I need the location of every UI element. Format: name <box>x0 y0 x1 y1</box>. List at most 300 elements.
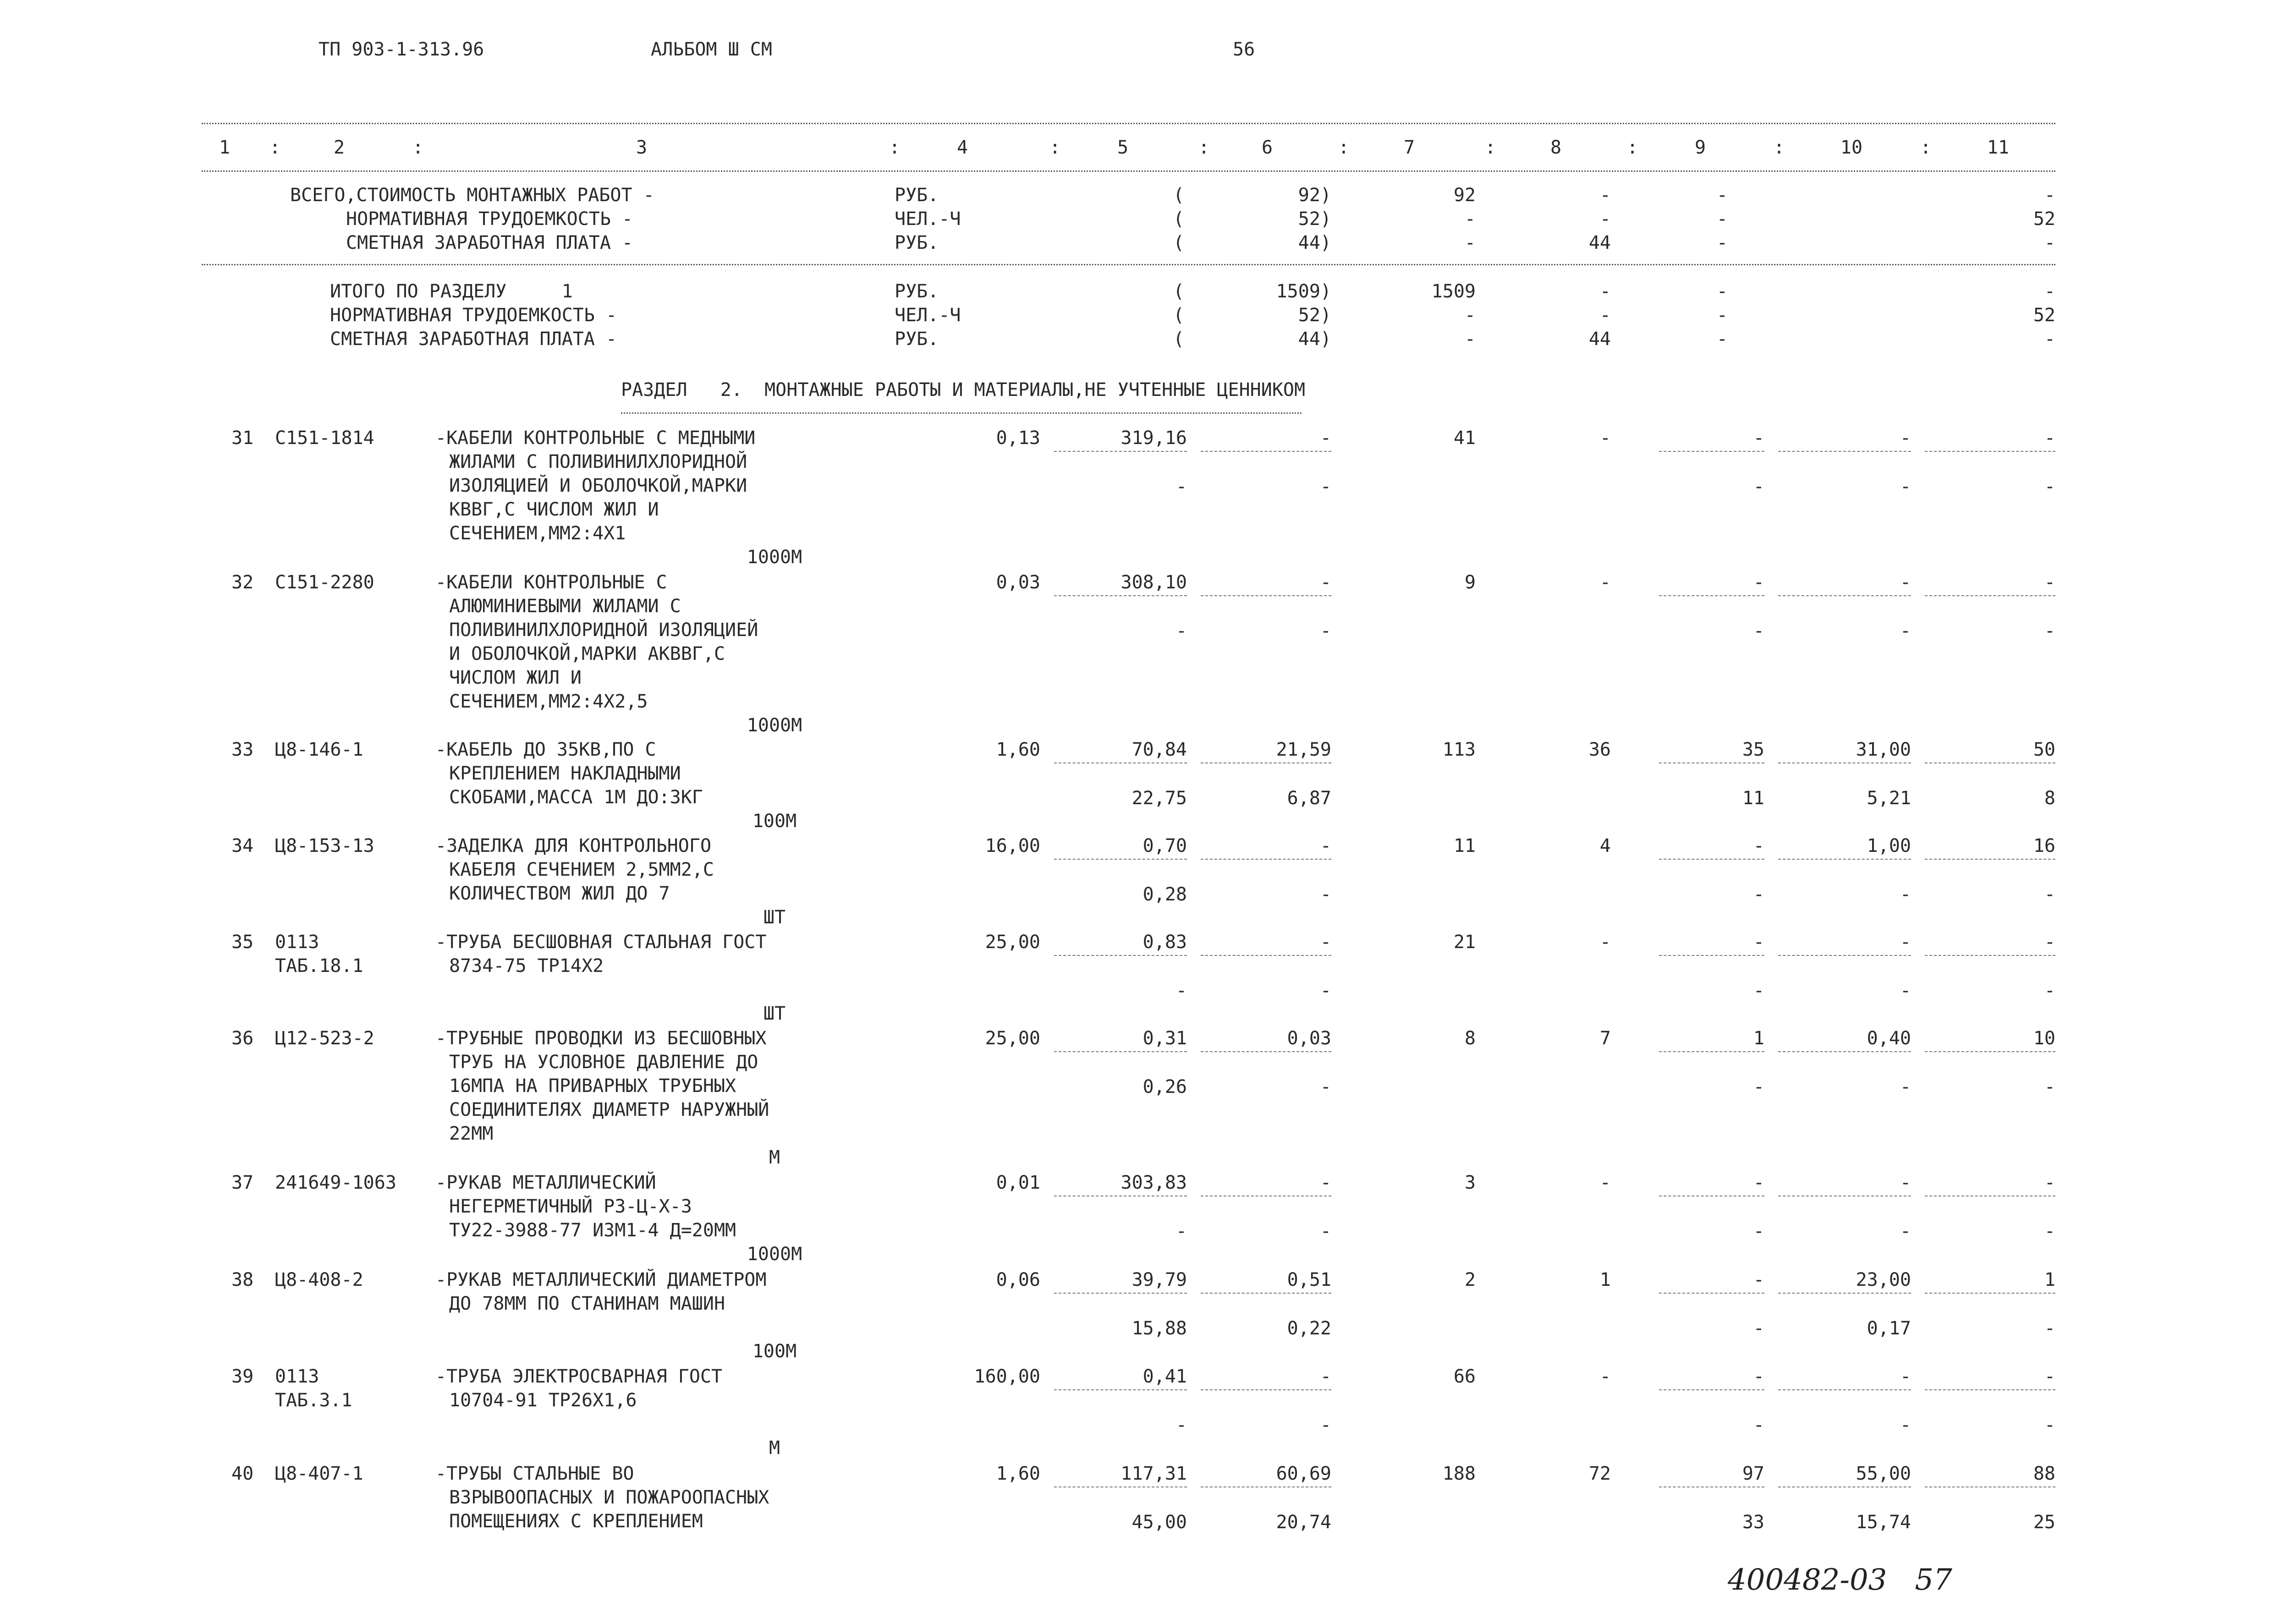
cell-c10-top: - <box>1900 1366 1911 1387</box>
summary-col9: - <box>1716 185 1728 206</box>
cell-c6-top: 0,03 <box>1287 1028 1331 1049</box>
cell-divider <box>1778 451 1911 452</box>
section-underline <box>621 412 1302 414</box>
row-description-line: ПОМЕЩЕНИЯХ С КРЕПЛЕНИЕМ <box>449 1511 703 1532</box>
cell-c6-top: - <box>1320 932 1331 953</box>
row-description-line: -ТРУБЫ СТАЛЬНЫЕ ВО <box>435 1463 634 1484</box>
cell-c5-top: 0,70 <box>1142 835 1187 856</box>
cell-c5-top: 0,41 <box>1142 1366 1187 1387</box>
cell-c6-bottom: 20,74 <box>1276 1512 1331 1533</box>
cell-c9-bottom: - <box>1753 1415 1764 1436</box>
cell-c9-top: - <box>1753 1172 1764 1193</box>
column-number-11: 11 <box>1987 137 2010 158</box>
cell-divider <box>1925 595 2055 596</box>
cell-c9-top: 1 <box>1753 1028 1764 1049</box>
column-separator: : <box>889 137 901 158</box>
cell-divider <box>1925 955 2055 956</box>
cell-c5-bottom: 15,88 <box>1132 1318 1187 1339</box>
row-description-line: ДО 78ММ ПО СТАНИНАМ МАШИН <box>449 1293 725 1314</box>
cell-c5-bottom: - <box>1175 1221 1187 1242</box>
column-separator: : <box>1485 137 1496 158</box>
summary-bracket: ( <box>1173 281 1185 302</box>
column-number-7: 7 <box>1403 137 1415 158</box>
cell-c6-top: - <box>1320 835 1331 856</box>
cell-c6-bottom: 0,22 <box>1287 1318 1331 1339</box>
cell-c4-top: 160,00 <box>974 1366 1040 1387</box>
column-number-3: 3 <box>636 137 648 158</box>
cell-c9-bottom: - <box>1753 980 1764 1001</box>
cell-c5-bottom: - <box>1175 980 1187 1001</box>
cell-c7-top: 8 <box>1464 1028 1476 1049</box>
cell-divider <box>1659 859 1764 860</box>
summary-bracket: ( <box>1173 185 1185 206</box>
cell-c8-top: - <box>1599 1366 1611 1387</box>
cell-c10-top: 55,00 <box>1856 1463 1911 1484</box>
cell-c6-bottom: - <box>1320 476 1331 497</box>
row-description-line: ПОЛИВИНИЛХЛОРИДНОЙ ИЗОЛЯЦИЕЙ <box>449 620 758 641</box>
row-description-line: КРЕПЛЕНИЕМ НАКЛАДНЫМИ <box>449 763 681 784</box>
cell-c11-top: 50 <box>2033 739 2055 760</box>
row-code: 0113 <box>275 932 319 953</box>
summary-col8: 44 <box>1588 329 1611 350</box>
cell-c9-bottom: - <box>1753 620 1764 642</box>
row-description-line: СКОБАМИ,МАССА 1М ДО:3КГ <box>449 787 703 808</box>
summary-col7: 1509 <box>1431 281 1476 302</box>
rule-header-bottom <box>202 170 2055 172</box>
column-separator: : <box>1920 137 1932 158</box>
row-unit: 1000М <box>747 547 802 568</box>
cell-c8-top: 36 <box>1588 739 1611 760</box>
cell-c9-bottom: - <box>1753 1318 1764 1339</box>
summary-bracket: ( <box>1173 305 1185 326</box>
cell-c9-top: - <box>1753 1366 1764 1387</box>
row-code: Ц12-523-2 <box>275 1028 374 1049</box>
cell-c10-top: - <box>1900 428 1911 449</box>
row-description-line: -РУКАВ МЕТАЛЛИЧЕСКИЙ ДИАМЕТРОМ <box>435 1269 767 1290</box>
summary-unit: ЧЕЛ.-Ч <box>895 208 961 230</box>
cell-c10-bottom: - <box>1900 476 1911 497</box>
summary-col8: - <box>1599 281 1611 302</box>
cell-c4-top: 1,60 <box>996 1463 1040 1484</box>
cell-c10-top: 0,40 <box>1867 1028 1911 1049</box>
summary-col6: 1509) <box>1276 281 1331 302</box>
summary-bracket: ( <box>1173 329 1185 350</box>
cell-c5-bottom: - <box>1175 620 1187 642</box>
summary-unit: ЧЕЛ.-Ч <box>895 305 961 326</box>
row-description-line: -ТРУБА ЭЛЕКТРОСВАРНАЯ ГОСТ <box>435 1366 723 1387</box>
row-number: 35 <box>231 932 254 953</box>
cell-divider <box>1054 955 1187 956</box>
row-description-line: ВЗРЫВООПАСНЫХ И ПОЖАРООПАСНЫХ <box>449 1487 769 1508</box>
cell-divider <box>1925 1389 2055 1390</box>
cell-c11-bottom: - <box>2044 1076 2055 1097</box>
row-code: Ц8-146-1 <box>275 739 363 760</box>
summary-col6: 52) <box>1298 305 1331 326</box>
cell-c9-top: - <box>1753 428 1764 449</box>
cell-c6-top: 60,69 <box>1276 1463 1331 1484</box>
cell-c7-top: 3 <box>1464 1172 1476 1193</box>
row-code: С151-1814 <box>275 428 374 449</box>
cell-divider <box>1778 859 1911 860</box>
row-number: 34 <box>231 835 254 856</box>
row-code-secondary: ТАБ.18.1 <box>275 955 363 977</box>
summary-col7: - <box>1464 208 1476 230</box>
cell-c8-top: 72 <box>1588 1463 1611 1484</box>
summary-col11: - <box>2044 281 2055 302</box>
handwritten-sheet-number: 400482-03 57 <box>1728 1563 1952 1597</box>
cell-c10-bottom: - <box>1900 1221 1911 1242</box>
row-unit: ШТ <box>763 907 786 928</box>
row-description-line: ИЗОЛЯЦИЕЙ И ОБОЛОЧКОЙ,МАРКИ <box>449 475 747 496</box>
summary-col6: 44) <box>1298 232 1331 253</box>
summary-unit: РУБ. <box>895 329 939 350</box>
row-code: 0113 <box>275 1366 319 1387</box>
cell-c9-top: - <box>1753 572 1764 593</box>
cell-c11-bottom: - <box>2044 980 2055 1001</box>
cell-c11-top: - <box>2044 428 2055 449</box>
summary-label: НОРМАТИВНАЯ ТРУДОЕМКОСТЬ - <box>330 305 617 326</box>
cell-c6-bottom: 6,87 <box>1287 788 1331 809</box>
cell-c9-top: 97 <box>1742 1463 1764 1484</box>
row-code: Ц8-408-2 <box>275 1269 363 1290</box>
row-description-line: АЛЮМИНИЕВЫМИ ЖИЛАМИ С <box>449 596 681 617</box>
cell-divider <box>1925 1051 2055 1052</box>
cell-c11-top: - <box>2044 572 2055 593</box>
cell-divider <box>1659 1389 1764 1390</box>
summary-label: СМЕТНАЯ ЗАРАБОТНАЯ ПЛАТА - <box>330 329 617 350</box>
cell-divider <box>1778 1293 1911 1294</box>
cell-c10-bottom: - <box>1900 980 1911 1001</box>
summary-label: ВСЕГО,СТОИМОСТЬ МОНТАЖНЫХ РАБОТ - <box>290 185 654 206</box>
cell-c10-bottom: 0,17 <box>1867 1318 1911 1339</box>
row-description-line: ТУ22-3988-77 ИЗМ1-4 Д=20ММ <box>449 1220 736 1241</box>
cell-divider <box>1659 595 1764 596</box>
cell-c5-top: 70,84 <box>1132 739 1187 760</box>
row-description-line: КВВГ,С ЧИСЛОМ ЖИЛ И <box>449 499 659 520</box>
page-number: 56 <box>1233 39 1255 60</box>
cell-c11-top: 16 <box>2033 835 2055 856</box>
cell-c5-top: 0,83 <box>1142 932 1187 953</box>
cell-divider <box>1201 955 1331 956</box>
row-number: 31 <box>231 428 254 449</box>
row-description-line: СОЕДИНИТЕЛЯХ ДИАМЕТР НАРУЖНЫЙ <box>449 1099 769 1120</box>
cell-divider <box>1778 595 1911 596</box>
row-description-line: -ЗАДЕЛКА ДЛЯ КОНТРОЛЬНОГО <box>435 835 712 856</box>
summary-bracket: ( <box>1173 232 1185 253</box>
cell-divider <box>1659 1293 1764 1294</box>
row-number: 38 <box>231 1269 254 1290</box>
row-unit: М <box>769 1437 780 1459</box>
cell-c9-bottom: - <box>1753 476 1764 497</box>
row-description-line: И ОБОЛОЧКОЙ,МАРКИ АКВВГ,С <box>449 643 725 664</box>
row-code: 241649-1063 <box>275 1172 396 1193</box>
cell-c10-bottom: - <box>1900 620 1911 642</box>
cell-c6-bottom: - <box>1320 1221 1331 1242</box>
cell-c5-top: 319,16 <box>1121 428 1187 449</box>
row-description-line: 8734-75 ТР14Х2 <box>449 955 604 977</box>
cell-c9-top: 35 <box>1742 739 1764 760</box>
column-number-8: 8 <box>1550 137 1562 158</box>
summary-col9: - <box>1716 329 1728 350</box>
row-unit: 100М <box>752 811 797 832</box>
cell-c5-bottom: - <box>1175 476 1187 497</box>
cell-c7-top: 66 <box>1453 1366 1476 1387</box>
cell-divider <box>1201 595 1331 596</box>
cell-c5-top: 117,31 <box>1121 1463 1187 1484</box>
row-description-line: -КАБЕЛИ КОНТРОЛЬНЫЕ С МЕДНЫМИ <box>435 428 756 449</box>
cell-c11-top: - <box>2044 1172 2055 1193</box>
summary-col8: - <box>1599 185 1611 206</box>
summary-col9: - <box>1716 232 1728 253</box>
album-label: АЛЬБОМ Ш СМ <box>651 39 772 60</box>
row-code: Ц8-407-1 <box>275 1463 363 1484</box>
cell-c4-top: 1,60 <box>996 739 1040 760</box>
cell-c8-top: - <box>1599 428 1611 449</box>
cell-c7-top: 188 <box>1442 1463 1476 1484</box>
row-description-line: -ТРУБА БЕСШОВНАЯ СТАЛЬНАЯ ГОСТ <box>435 932 767 953</box>
cell-c10-bottom: - <box>1900 1076 1911 1097</box>
cell-c9-top: - <box>1753 932 1764 953</box>
cell-divider <box>1201 451 1331 452</box>
row-description-line: ЧИСЛОМ ЖИЛ И <box>449 667 582 688</box>
summary-col6: 52) <box>1298 208 1331 230</box>
cell-divider <box>1201 1051 1331 1052</box>
summary-col11: - <box>2044 232 2055 253</box>
cell-c8-top: - <box>1599 572 1611 593</box>
cell-c4-top: 25,00 <box>985 932 1040 953</box>
cell-c5-bottom: 45,00 <box>1132 1512 1187 1533</box>
summary-col6: 92) <box>1298 185 1331 206</box>
summary-col7: - <box>1464 305 1476 326</box>
cell-c6-top: - <box>1320 572 1331 593</box>
row-description-line: 16МПА НА ПРИВАРНЫХ ТРУБНЫХ <box>449 1075 736 1097</box>
cell-c11-bottom: - <box>2044 476 2055 497</box>
cell-divider <box>1201 1389 1331 1390</box>
summary-label: ИТОГО ПО РАЗДЕЛУ 1 <box>330 281 573 302</box>
cell-c9-bottom: 11 <box>1742 788 1764 809</box>
row-unit: ШТ <box>763 1003 786 1024</box>
cell-c6-bottom: - <box>1320 1076 1331 1097</box>
row-description-line: СЕЧЕНИЕМ,ММ2:4Х2,5 <box>449 691 648 712</box>
row-description-line: ЖИЛАМИ С ПОЛИВИНИЛХЛОРИДНОЙ <box>449 451 747 472</box>
row-number: 33 <box>231 739 254 760</box>
summary-col7: - <box>1464 329 1476 350</box>
cell-divider <box>1659 451 1764 452</box>
summary-col8: - <box>1599 208 1611 230</box>
cell-c7-top: 11 <box>1453 835 1476 856</box>
row-description-line: СЕЧЕНИЕМ,ММ2:4Х1 <box>449 523 626 544</box>
summary-col11: - <box>2044 185 2055 206</box>
column-separator: : <box>1338 137 1350 158</box>
cell-divider <box>1925 451 2055 452</box>
cell-c7-top: 21 <box>1453 932 1476 953</box>
cell-c9-bottom: - <box>1753 1076 1764 1097</box>
cell-c6-top: 21,59 <box>1276 739 1331 760</box>
summary-label: СМЕТНАЯ ЗАРАБОТНАЯ ПЛАТА - <box>346 232 633 253</box>
cell-c7-top: 113 <box>1442 739 1476 760</box>
cell-divider <box>1778 1051 1911 1052</box>
row-description-line: НЕГЕРМЕТИЧНЫЙ РЗ-Ц-Х-3 <box>449 1196 692 1217</box>
cell-c6-top: - <box>1320 428 1331 449</box>
column-separator: : <box>1774 137 1785 158</box>
doc-code: ТП 903-1-313.96 <box>319 39 484 60</box>
cell-c5-top: 308,10 <box>1121 572 1187 593</box>
row-number: 40 <box>231 1463 254 1484</box>
cell-c4-top: 0,03 <box>996 572 1040 593</box>
cell-divider <box>1778 1389 1911 1390</box>
row-number: 37 <box>231 1172 254 1193</box>
row-description-line: 22ММ <box>449 1123 494 1144</box>
cell-c6-bottom: - <box>1320 620 1331 642</box>
cell-c7-top: 9 <box>1464 572 1476 593</box>
cell-divider <box>1054 1051 1187 1052</box>
summary-col11: - <box>2044 329 2055 350</box>
column-number-9: 9 <box>1694 137 1706 158</box>
cell-c5-bottom: - <box>1175 1415 1187 1436</box>
column-separator: : <box>269 137 281 158</box>
row-unit: М <box>769 1147 780 1168</box>
summary-col9: - <box>1716 281 1728 302</box>
cell-c11-bottom: - <box>2044 620 2055 642</box>
cell-divider <box>1054 1389 1187 1390</box>
cell-c5-bottom: 0,26 <box>1142 1076 1187 1097</box>
cell-c11-bottom: - <box>2044 1221 2055 1242</box>
cell-c4-top: 0,06 <box>996 1269 1040 1290</box>
cell-c4-top: 0,13 <box>996 428 1040 449</box>
cell-c10-top: 1,00 <box>1867 835 1911 856</box>
cell-c11-bottom: 25 <box>2033 1512 2055 1533</box>
column-separator: : <box>412 137 424 158</box>
cell-c6-top: 0,51 <box>1287 1269 1331 1290</box>
row-description-line: КОЛИЧЕСТВОМ ЖИЛ ДО 7 <box>449 883 670 904</box>
row-description-line: -КАБЕЛИ КОНТРОЛЬНЫЕ С <box>435 572 667 593</box>
row-code: Ц8-153-13 <box>275 835 374 856</box>
cell-c4-top: 0,01 <box>996 1172 1040 1193</box>
cell-c10-top: 31,00 <box>1856 739 1911 760</box>
cell-c8-top: 7 <box>1599 1028 1611 1049</box>
row-unit: 100М <box>752 1341 797 1362</box>
cell-c5-bottom: 0,28 <box>1142 884 1187 905</box>
cell-divider <box>1778 955 1911 956</box>
summary-unit: РУБ. <box>895 232 939 253</box>
cell-divider <box>1201 859 1331 860</box>
summary-col7: - <box>1464 232 1476 253</box>
cell-c5-top: 303,83 <box>1121 1172 1187 1193</box>
summary-col6: 44) <box>1298 329 1331 350</box>
column-number-2: 2 <box>333 137 345 158</box>
row-description-line: КАБЕЛЯ СЕЧЕНИЕМ 2,5ММ2,С <box>449 859 714 880</box>
cell-c11-top: 88 <box>2033 1463 2055 1484</box>
row-description-line: -КАБЕЛЬ ДО 35КВ,ПО С <box>435 739 656 760</box>
column-number-5: 5 <box>1117 137 1129 158</box>
column-separator: : <box>1627 137 1638 158</box>
cell-divider <box>1054 595 1187 596</box>
cell-divider <box>1054 859 1187 860</box>
cell-c6-bottom: - <box>1320 1415 1331 1436</box>
column-number-4: 4 <box>956 137 968 158</box>
section-title: РАЗДЕЛ 2. МОНТАЖНЫЕ РАБОТЫ И МАТЕРИАЛЫ,НЕ УЧТЕННЫЕ ЦЕННИКОМ <box>621 379 1306 401</box>
cell-c10-top: - <box>1900 1172 1911 1193</box>
column-number-10: 10 <box>1840 137 1863 158</box>
rule-summary <box>202 264 2055 265</box>
column-separator: : <box>1049 137 1061 158</box>
row-number: 32 <box>231 572 254 593</box>
cell-c9-top: - <box>1753 1269 1764 1290</box>
row-description-line: -ТРУБНЫЕ ПРОВОДКИ ИЗ БЕСШОВНЫХ <box>435 1028 767 1049</box>
column-number-1: 1 <box>219 137 231 158</box>
row-unit: 1000М <box>747 1244 802 1265</box>
cell-c11-bottom: 8 <box>2044 788 2055 809</box>
summary-col9: - <box>1716 208 1728 230</box>
cell-c4-top: 25,00 <box>985 1028 1040 1049</box>
summary-col11: 52 <box>2033 305 2055 326</box>
cell-divider <box>1925 859 2055 860</box>
cell-c7-top: 2 <box>1464 1269 1476 1290</box>
cell-c6-bottom: - <box>1320 884 1331 905</box>
cell-c10-bottom: - <box>1900 884 1911 905</box>
cell-c10-bottom: 5,21 <box>1867 788 1911 809</box>
rule-top <box>202 123 2055 124</box>
cell-c10-top: - <box>1900 932 1911 953</box>
row-code-secondary: ТАБ.3.1 <box>275 1390 352 1411</box>
cell-c4-top: 16,00 <box>985 835 1040 856</box>
cell-c11-top: - <box>2044 1366 2055 1387</box>
cell-divider <box>1201 1293 1331 1294</box>
cell-c10-top: 23,00 <box>1856 1269 1911 1290</box>
cell-c6-top: - <box>1320 1366 1331 1387</box>
cell-c11-bottom: - <box>2044 884 2055 905</box>
cell-c10-top: - <box>1900 572 1911 593</box>
column-number-6: 6 <box>1261 137 1273 158</box>
cell-c8-top: 4 <box>1599 835 1611 856</box>
cell-divider <box>1054 1293 1187 1294</box>
cell-c11-top: 10 <box>2033 1028 2055 1049</box>
summary-col8: 44 <box>1588 232 1611 253</box>
cell-c6-top: - <box>1320 1172 1331 1193</box>
cell-c11-top: 1 <box>2044 1269 2055 1290</box>
cell-c11-bottom: - <box>2044 1415 2055 1436</box>
row-number: 39 <box>231 1366 254 1387</box>
row-code: С151-2280 <box>275 572 374 593</box>
row-unit: 1000М <box>747 715 802 736</box>
cell-c11-top: - <box>2044 932 2055 953</box>
cell-c5-bottom: 22,75 <box>1132 788 1187 809</box>
summary-col7: 92 <box>1453 185 1476 206</box>
row-number: 36 <box>231 1028 254 1049</box>
cell-c9-top: - <box>1753 835 1764 856</box>
cell-c9-bottom: - <box>1753 884 1764 905</box>
cell-c8-top: - <box>1599 932 1611 953</box>
cell-divider <box>1054 451 1187 452</box>
summary-col11: 52 <box>2033 208 2055 230</box>
row-description-line: ТРУБ НА УСЛОВНОЕ ДАВЛЕНИЕ ДО <box>449 1052 758 1073</box>
summary-label: НОРМАТИВНАЯ ТРУДОЕМКОСТЬ - <box>346 208 633 230</box>
cell-c9-bottom: - <box>1753 1221 1764 1242</box>
cell-c10-bottom: - <box>1900 1415 1911 1436</box>
cell-c10-bottom: 15,74 <box>1856 1512 1911 1533</box>
cell-c9-bottom: 33 <box>1742 1512 1764 1533</box>
cell-c11-bottom: - <box>2044 1318 2055 1339</box>
cell-divider <box>1925 1293 2055 1294</box>
cell-c8-top: - <box>1599 1172 1611 1193</box>
cell-c5-top: 0,31 <box>1142 1028 1187 1049</box>
column-separator: : <box>1198 137 1210 158</box>
summary-unit: РУБ. <box>895 281 939 302</box>
row-description-line: 10704-91 ТР26Х1,6 <box>449 1390 637 1411</box>
cell-c8-top: 1 <box>1599 1269 1611 1290</box>
row-description-line: -РУКАВ МЕТАЛЛИЧЕСКИЙ <box>435 1172 656 1193</box>
cell-divider <box>1659 1051 1764 1052</box>
